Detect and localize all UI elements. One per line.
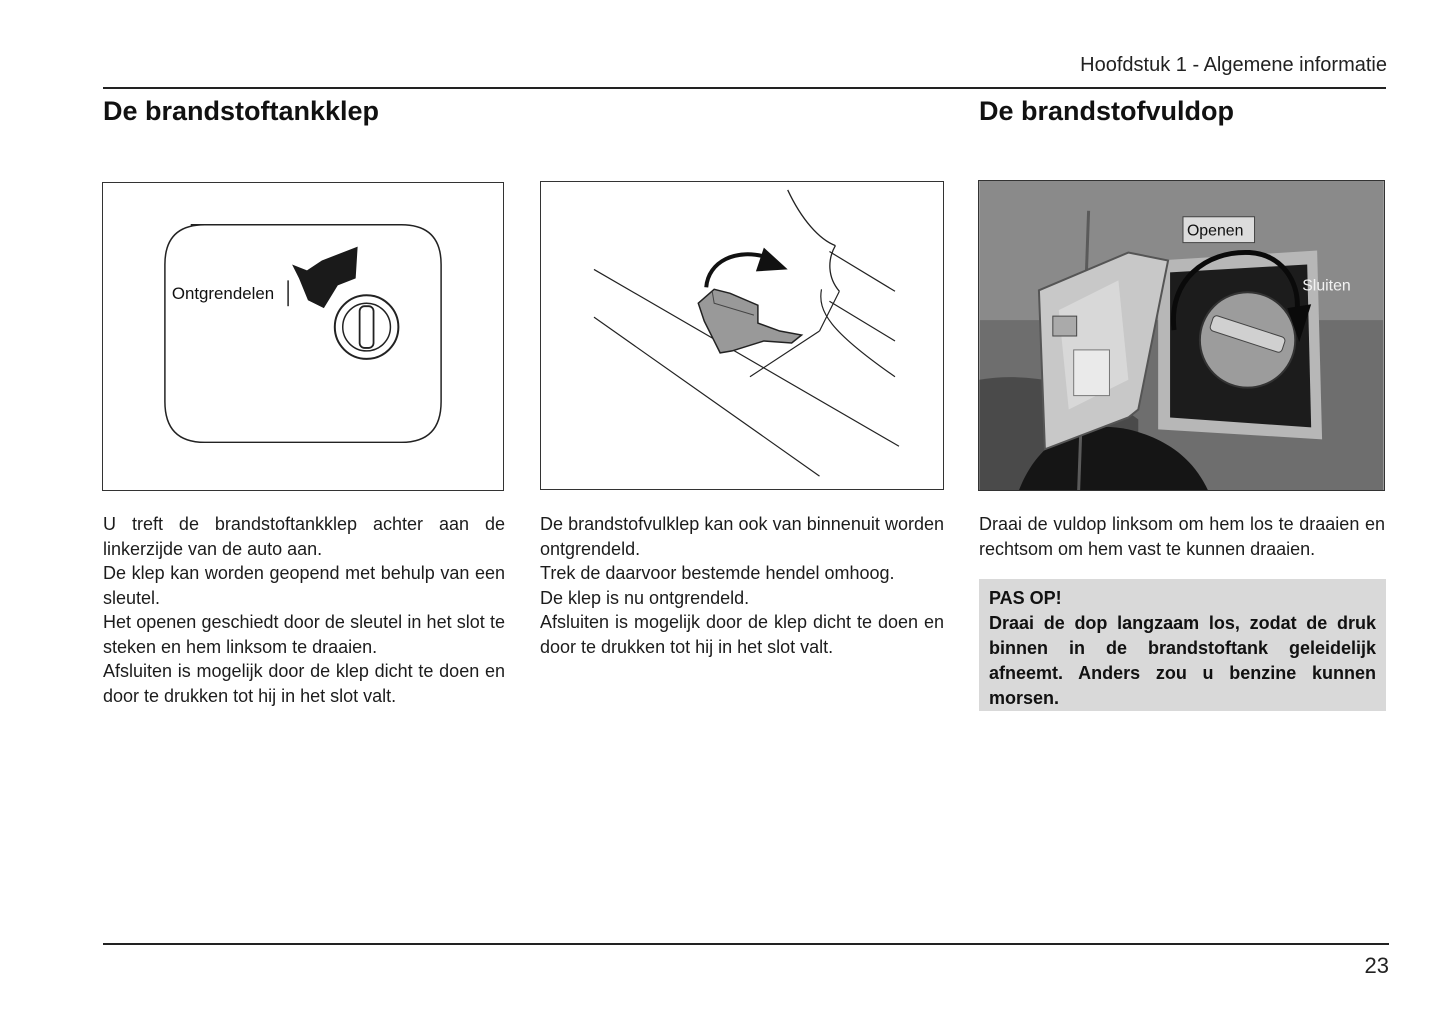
paragraph: De klep is nu ontgrendeld.	[540, 587, 750, 608]
section-title-fuel-cap: De brandstofvuldop	[979, 96, 1234, 126]
warning-text: Draai de dop langzaam los, zodat de druk binnen in de brandstoftank geleidelijk afneemt. Anders zou u benzine kunnen morsen.	[989, 613, 1376, 708]
figure-release-lever	[540, 181, 944, 490]
text-column-release-lever	[540, 512, 944, 659]
figure-fuel-flap-key	[102, 182, 504, 491]
paragraph: U treft de brandstoftankklep achter aan de linkerzijde van de auto aan.	[103, 514, 505, 559]
label-sluiten: Sluiten	[1302, 277, 1351, 295]
paragraph: De brandstofvulklep kan ook van binnenuit worden ontgrendeld.	[540, 514, 944, 559]
page-number: 23	[1364, 953, 1389, 978]
figure-fuel-cap-photo	[978, 180, 1385, 491]
text-column-fuel-cap	[979, 512, 1385, 561]
footer-rule	[103, 943, 1389, 945]
paragraph: Afsluiten is mogelijk door de klep dicht te doen en door te drukken tot hij in het slot valt.	[540, 612, 944, 657]
unlock-arrow-icon	[292, 247, 358, 309]
label-openen: Openen	[1186, 222, 1244, 240]
warning-title: PAS OP!	[989, 588, 1062, 608]
label-ontgrendelen: Ontgrendelen	[171, 284, 275, 304]
section-title-fuel-flap: De brandstoftankklep	[103, 96, 380, 126]
warning-box	[979, 579, 1386, 711]
paragraph: De klep kan worden geopend met behulp van een sleutel.	[103, 563, 505, 608]
chapter-header: Hoofdstuk 1 - Algemene informatie	[1080, 54, 1387, 76]
text-column-fuel-flap	[103, 512, 505, 708]
header-rule	[103, 87, 1386, 89]
paragraph: Het openen geschiedt door de sleutel in het slot te steken en hem linksom te draaien.	[103, 612, 505, 657]
paragraph: Trek de daarvoor bestemde hendel omhoog.	[540, 563, 895, 583]
paragraph: Draai de vuldop linksom om hem los te draaien en rechtsom om hem vast te kunnen draaien.	[979, 514, 1385, 559]
paragraph: Afsluiten is mogelijk door de klep dicht te doen en door te drukken tot hij in het slot valt.	[103, 661, 505, 706]
